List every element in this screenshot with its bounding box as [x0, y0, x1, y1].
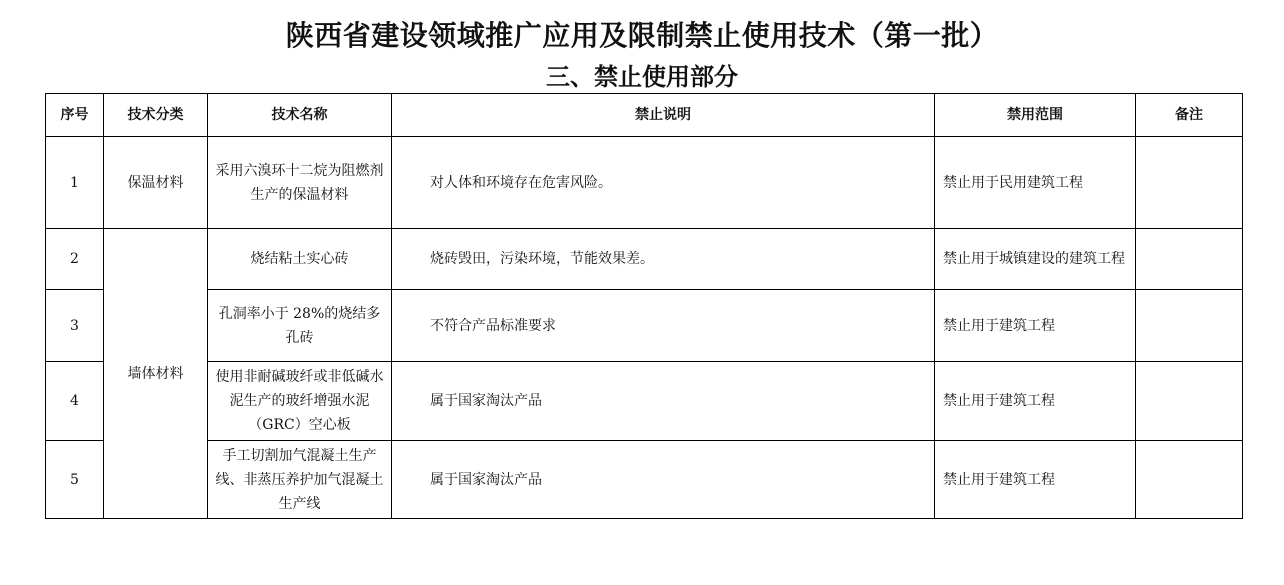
row-technology-name: 采用六溴环十二烷为阻燃剂生产的保温材料: [208, 137, 392, 229]
header-prohibition-description: 禁止说明: [392, 94, 935, 137]
row-description: 烧砖毁田，污染环境，节能效果差。: [392, 229, 935, 290]
header-prohibited-scope: 禁用范围: [935, 94, 1136, 137]
table-row: [46, 441, 1243, 519]
row-remark: [1136, 441, 1243, 519]
row-description: 对人体和环境存在危害风险。: [392, 137, 935, 229]
row-scope: 禁止用于建筑工程: [935, 441, 1136, 519]
row-technology-name: 孔洞率小于 28%的烧结多孔砖: [208, 290, 392, 362]
row-description: 属于国家淘汰产品: [392, 362, 935, 441]
row-remark: [1136, 137, 1243, 229]
header-technology-name: 技术名称: [208, 94, 392, 137]
row-technology-name: 手工切割加气混凝土生产线、非蒸压养护加气混凝土生产线: [208, 441, 392, 519]
table-header-row: [46, 94, 1243, 137]
row-scope: 禁止用于民用建筑工程: [935, 137, 1136, 229]
table-row: [46, 229, 1243, 290]
row-remark: [1136, 362, 1243, 441]
row-description: 属于国家淘汰产品: [392, 441, 935, 519]
row-number: 2: [46, 229, 104, 290]
header-serial-number: 序号: [46, 94, 104, 137]
prohibited-technology-table: [45, 93, 1243, 519]
row-number: 4: [46, 362, 104, 441]
row-number: 1: [46, 137, 104, 229]
row-scope: 禁止用于建筑工程: [935, 290, 1136, 362]
header-category: 技术分类: [104, 94, 208, 137]
row-scope: 禁止用于城镇建设的建筑工程: [935, 229, 1136, 290]
row-remark: [1136, 229, 1243, 290]
row-category: 保温材料: [104, 137, 208, 229]
table-row: [46, 137, 1243, 229]
header-remarks: 备注: [1136, 94, 1243, 137]
row-remark: [1136, 290, 1243, 362]
row-scope: 禁止用于建筑工程: [935, 362, 1136, 441]
table-row: [46, 290, 1243, 362]
document-subtitle: 三、禁止使用部分: [546, 63, 738, 91]
row-number: 3: [46, 290, 104, 362]
row-description: 不符合产品标准要求: [392, 290, 935, 362]
row-technology-name: 使用非耐碱玻纤或非低碱水泥生产的玻纤增强水泥（GRC）空心板: [208, 362, 392, 441]
row-category-merged: 墙体材料: [104, 229, 208, 519]
table-row: [46, 362, 1243, 441]
row-number: 5: [46, 441, 104, 519]
row-technology-name: 烧结粘土实心砖: [208, 229, 392, 290]
document-title: 陕西省建设领域推广应用及限制禁止使用技术（第一批）: [285, 19, 999, 52]
